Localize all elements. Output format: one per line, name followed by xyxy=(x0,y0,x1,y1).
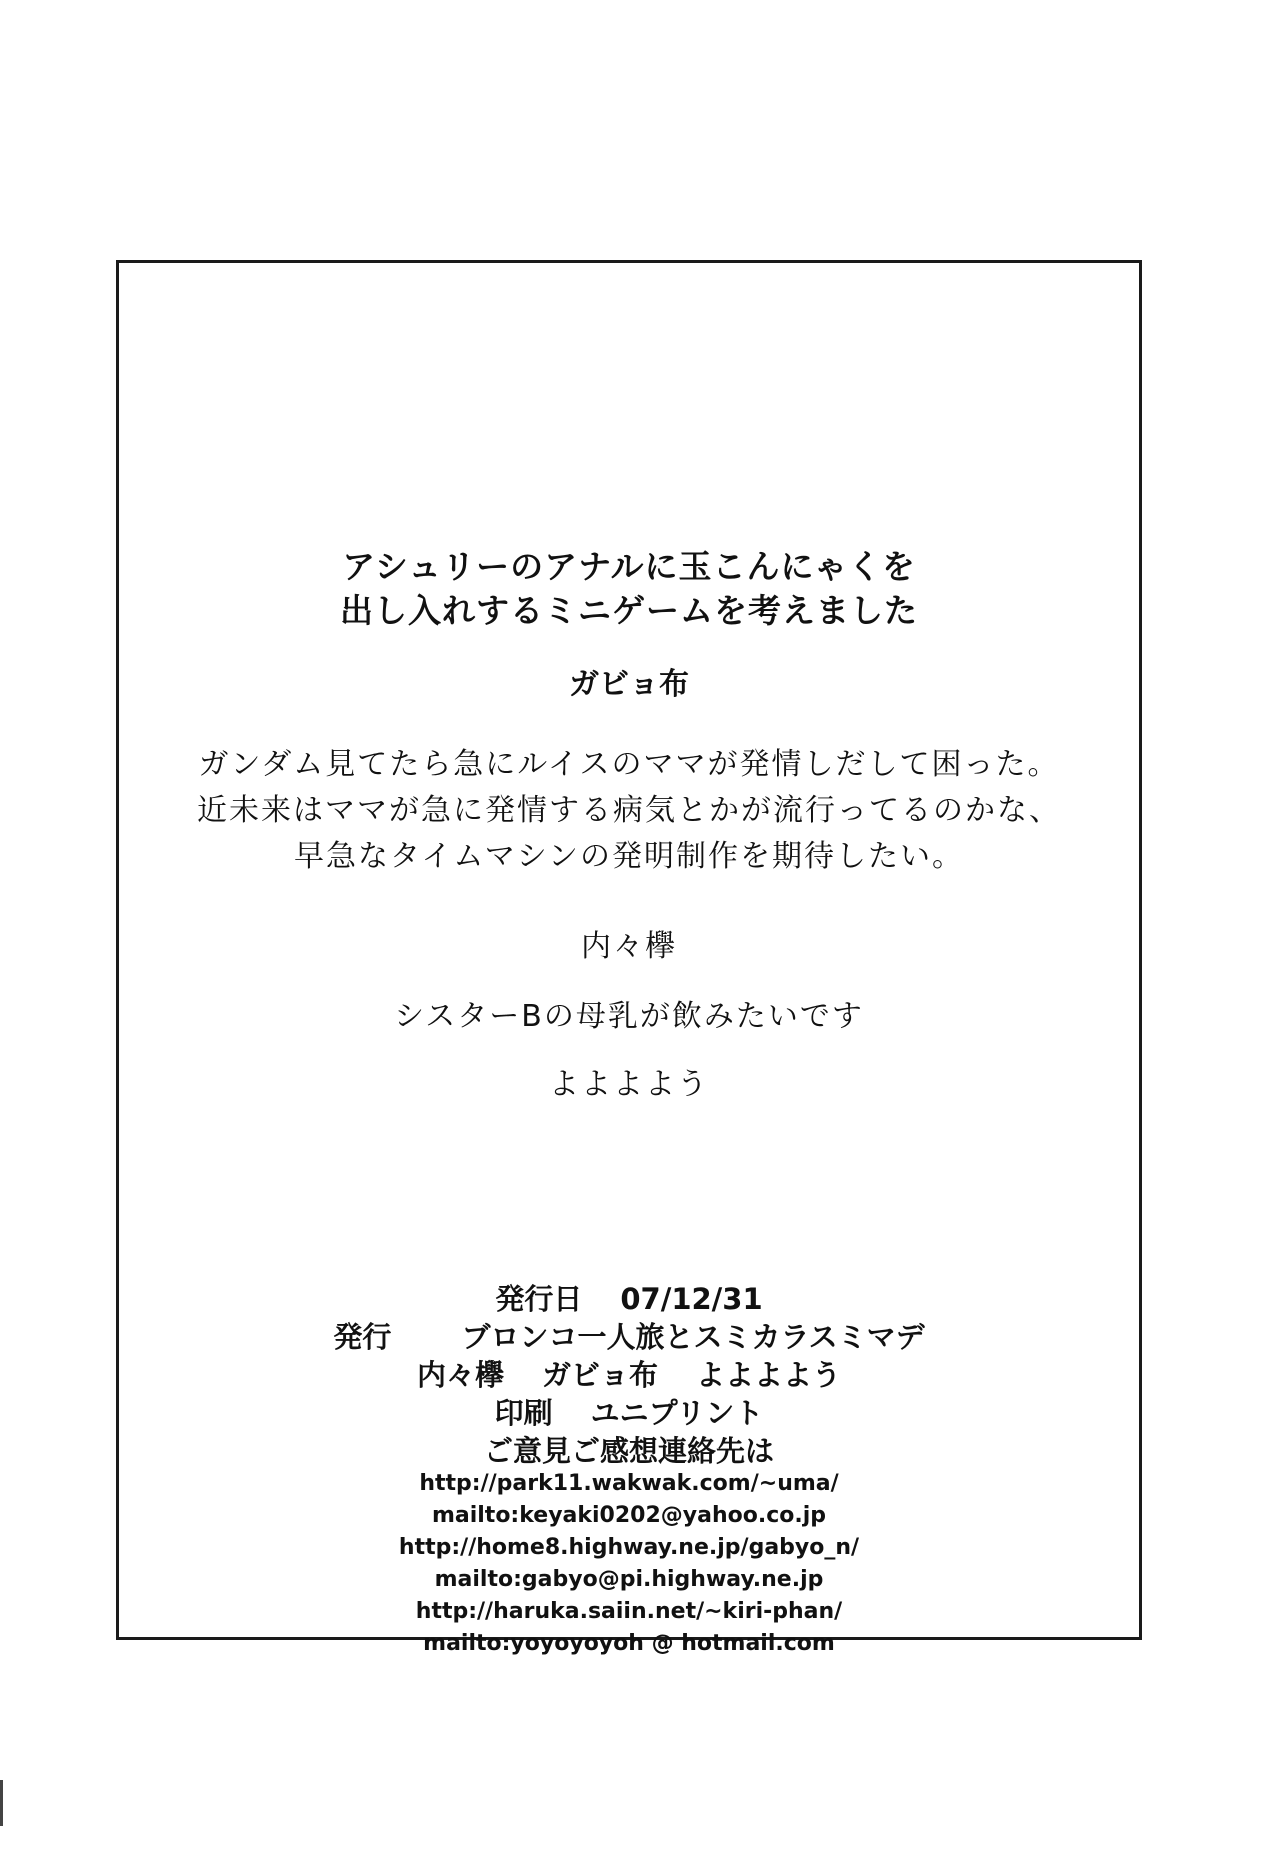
publisher-value: ブロンコ一人旅とスミカラスミマデ xyxy=(461,1320,925,1354)
print-label: 印刷 xyxy=(494,1396,553,1430)
comment-line-3: 早急なタイムマシンの発明制作を期待したい。 xyxy=(293,839,965,874)
contact-link[interactable]: mailto:keyaki0202@yahoo.co.jp xyxy=(431,1503,827,1528)
contact-link[interactable]: http://home8.highway.ne.jp/gabyo_n/ xyxy=(398,1535,860,1560)
page-border-frame xyxy=(116,260,1142,1656)
contact-link[interactable]: mailto:yoyoyoyoh @ hotmail.com xyxy=(423,1631,835,1656)
member-2: ガビョ布 xyxy=(541,1358,658,1392)
scan-edge-mark xyxy=(0,1780,3,1826)
title-line-1: アシュリーのアナルに玉こんにゃくを xyxy=(342,547,916,586)
date-label: 発行日 xyxy=(495,1282,583,1316)
author-yoyoyo: よよよよう xyxy=(549,1067,709,1102)
member-3: よよよよう xyxy=(696,1358,842,1392)
comment-uchiuchi: シスターBの母乳が飲みたいです xyxy=(394,999,864,1034)
colophon-members xyxy=(119,1353,1139,1394)
author-gabyo: ガビョ布 xyxy=(569,667,689,702)
date-value: 07/12/31 xyxy=(620,1282,763,1316)
publisher-label: 発行 xyxy=(333,1320,392,1354)
author-uchiuchi: 内々欅 xyxy=(581,929,677,964)
title-line-2: 出し入れするミニゲームを考えました xyxy=(340,591,918,630)
contact-link[interactable]: http://haruka.saiin.net/~kiri-phan/ xyxy=(415,1599,843,1624)
comment-line-2: 近未来はママが急に発情する病気とかが流行ってるのかな、 xyxy=(197,793,1061,828)
colophon-date xyxy=(119,1277,1139,1318)
print-value: ユニプリント xyxy=(590,1396,764,1430)
colophon-print xyxy=(119,1391,1139,1432)
colophon-publisher xyxy=(119,1315,1139,1356)
contact-link[interactable]: mailto:gabyo@pi.highway.ne.jp xyxy=(434,1567,824,1592)
comment-line-1: ガンダム見てたら急にルイスのママが発情しだして困った。 xyxy=(198,747,1060,782)
contact-heading: ご意見ご感想連絡先は xyxy=(483,1434,774,1468)
member-1: 内々欅 xyxy=(416,1358,504,1392)
contact-link[interactable]: http://park11.wakwak.com/~uma/ xyxy=(419,1471,839,1496)
